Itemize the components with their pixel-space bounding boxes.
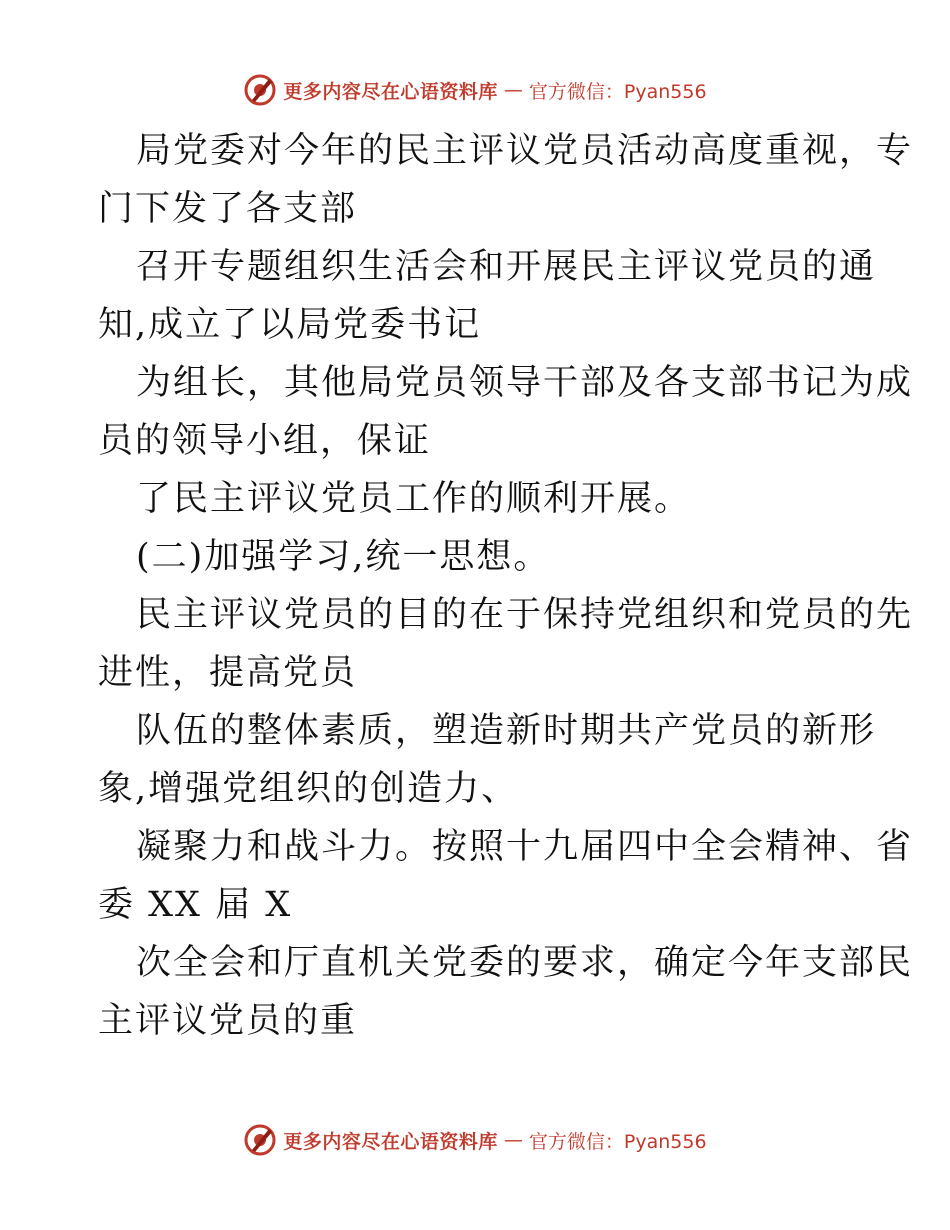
banner-main-text: 更多内容尽在心语资料库	[283, 1130, 498, 1153]
text-line: 次全会和厅直机关党委的要求，确定今年支部民	[136, 943, 914, 983]
text-line: 主评议党员的重	[98, 1001, 358, 1041]
text-line: 知,成立了以局党委书记	[98, 305, 482, 345]
text-line: 员的领导小组，保证	[98, 421, 432, 461]
text-line: 委 XX 届 X	[98, 885, 293, 925]
text-line: 了民主评议党员工作的顺利开展。	[136, 479, 692, 519]
quill-logo-icon	[243, 1123, 277, 1157]
text-line: 门下发了各支部	[98, 189, 358, 229]
quill-logo-icon	[243, 73, 277, 107]
banner-main-text: 更多内容尽在心语资料库	[283, 80, 498, 103]
text-line: 象,增强党组织的创造力、	[98, 769, 519, 809]
text-line: 局党委对今年的民主评议党员活动高度重视，专	[136, 131, 914, 171]
header-banner	[0, 72, 950, 108]
text-line: 召开专题组织生活会和开展民主评议党员的通	[136, 247, 877, 287]
text-line: 民主评议党员的目的在于保持党组织和党员的先	[136, 595, 914, 635]
footer-banner	[0, 1122, 950, 1158]
section-heading: (二)加强学习,统一思想。	[136, 537, 551, 577]
banner-wechat-text: 官方微信：Pyan556	[528, 80, 707, 103]
document-body	[98, 122, 914, 1050]
text-line: 进性，提高党员	[98, 653, 358, 693]
text-line: 为组长，其他局党员领导干部及各支部书记为成	[136, 363, 914, 403]
banner-wechat-text: 官方微信：Pyan556	[528, 1130, 707, 1153]
banner-dash: —	[503, 79, 523, 101]
text-line: 队伍的整体素质，塑造新时期共产党员的新形	[136, 711, 877, 751]
banner-dash: —	[503, 1129, 523, 1151]
text-line: 凝聚力和战斗力。按照十九届四中全会精神、省	[136, 827, 914, 867]
